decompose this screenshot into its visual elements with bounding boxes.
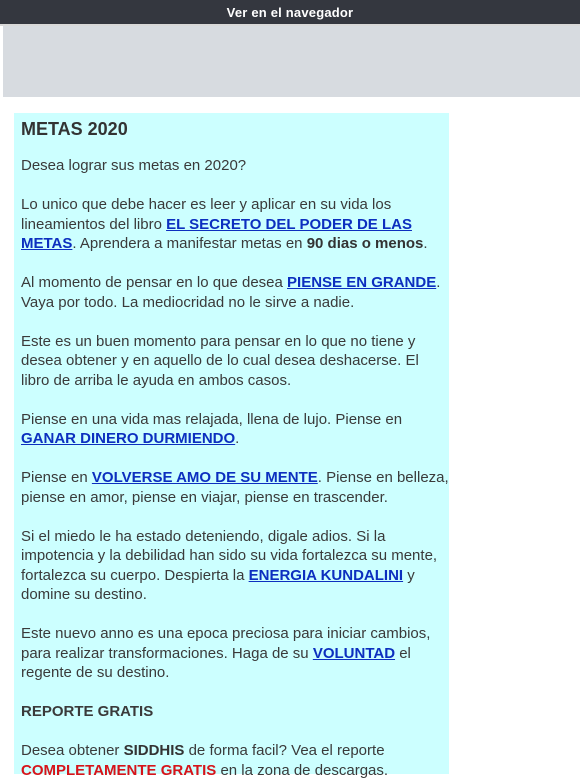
paragraph-think-big	[21, 273, 451, 312]
think-big-link[interactable]: PIENSE EN GRANDE	[287, 274, 437, 291]
email-content	[14, 113, 449, 779]
days-bold: 90 dias o menos	[306, 235, 424, 252]
section-title: REPORTE GRATIS	[21, 703, 154, 720]
siddhis-bold: SIDDHIS	[123, 742, 185, 759]
text: Piense en	[21, 469, 92, 486]
paragraph-relaxed-life	[21, 410, 451, 449]
paragraph-free-report	[21, 741, 451, 780]
text: Piense en una vida mas relajada, llena de lujo. Piense en	[21, 410, 403, 428]
text: Lo unico que debe hacer es leer y aplicar en su vida los lineamientos del libro	[21, 196, 392, 233]
paragraph-new-year	[21, 624, 451, 683]
free-highlight: COMPLETAMENTE GRATIS	[21, 761, 217, 779]
paragraph-master-mind	[21, 468, 451, 507]
header-band	[3, 26, 580, 97]
text: en la zona de descargas.	[216, 761, 389, 779]
text: y domine su destino.	[21, 566, 415, 603]
paragraph-book	[21, 195, 451, 254]
top-bar	[0, 0, 580, 26]
text: . Vaya por todo. La mediocridad no le sirve a nadie.	[21, 274, 441, 311]
text: el regente de su destino.	[21, 644, 411, 681]
text: .	[423, 235, 428, 252]
text: . Piense en belleza, piense en amor, piense en viajar, piense en trascender.	[21, 469, 449, 506]
paragraph-fear	[21, 527, 451, 605]
text: de forma facil? Vea el reporte	[184, 742, 385, 759]
master-mind-link[interactable]: VOLVERSE AMO DE SU MENTE	[91, 469, 318, 486]
paragraph-intro: Desea lograr sus metas en 2020?	[21, 157, 247, 174]
text: .	[235, 430, 240, 447]
text: Al momento de pensar en lo que desea	[21, 274, 288, 291]
email-title: METAS 2020	[21, 119, 128, 139]
text: . Aprendera a manifestar metas en	[72, 235, 307, 252]
kundalini-link[interactable]: ENERGIA KUNDALINI	[248, 566, 404, 584]
text: Desea obtener	[21, 742, 124, 759]
text: Este nuevo anno es una epoca preciosa para iniciar cambios, para realizar transformaciones. Haga de su	[21, 625, 431, 662]
text: Si el miedo le ha estado deteniendo, digale adios. Si la impotencia y la debilidad han sido su vida fortalezca su mente, fortalezca su cuerpo. Despierta la	[21, 527, 438, 584]
willpower-link[interactable]: VOLUNTAD	[312, 644, 396, 662]
paragraph-moment: Este es un buen momento para pensar en lo que no tiene y desea obtener y en aquello de lo cual desea deshacerse. El libro de arriba le ayuda en ambos casos.	[21, 332, 419, 389]
view-in-browser-link[interactable]: Ver en el navegador	[226, 5, 354, 20]
book-link[interactable]: EL SECRETO DEL PODER DE LAS METAS	[21, 215, 412, 252]
earn-money-sleeping-link[interactable]: GANAR DINERO DURMIENDO	[21, 430, 236, 447]
